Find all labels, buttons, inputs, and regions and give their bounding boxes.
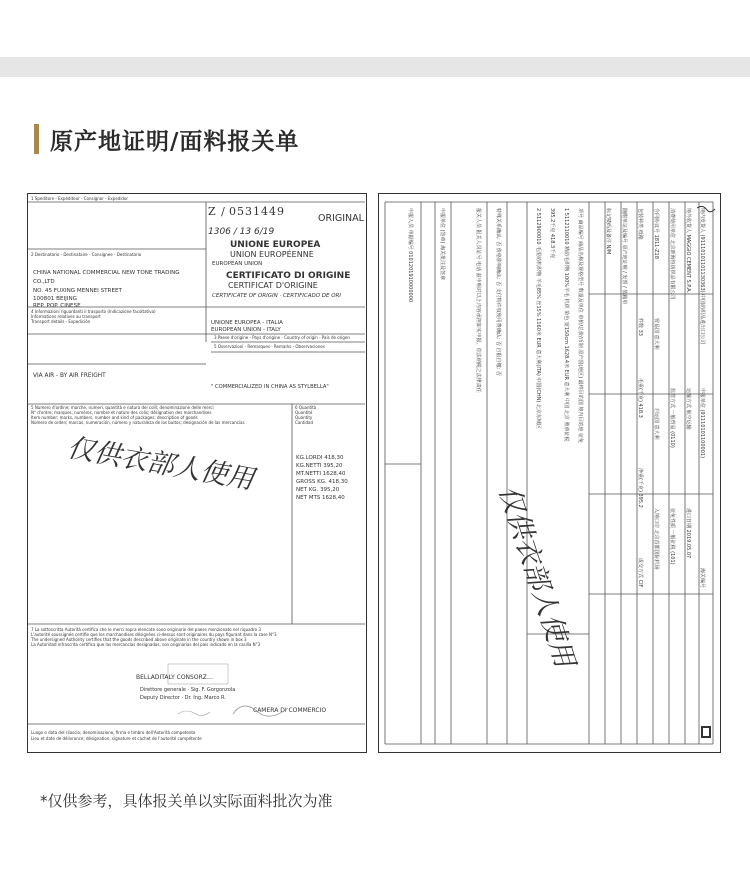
svg-text:Direttore generale · Sig. F. G: Direttore generale · Sig. F. Gorgonzola bbox=[140, 687, 236, 693]
svg-text:净重(千克) 395.2: 净重(千克) 395.2 bbox=[637, 468, 643, 508]
handwritten-note: 仅供衣部人使用 bbox=[492, 481, 581, 671]
svg-text:5 Osservazioni - Remarques -: 5 Osservazioni - Remarques - Remarks - Observaciones bbox=[214, 344, 325, 349]
svg-text:入境口岸 北京首都国际机场: 入境口岸 北京首都国际机场 bbox=[653, 508, 659, 570]
svg-text:1306 / 13 6/19: 1306 / 13 6/19 bbox=[208, 227, 275, 237]
svg-text:成交方式 CIF: 成交方式 CIF bbox=[637, 558, 643, 588]
cert-title-3: CERTIFICATE OF ORIGIN · CERTIFICADO DE ORI bbox=[212, 293, 341, 299]
svg-text:Deputy Director · Dr. Ing. Mar: Deputy Director · Dr. Ing. Marco R. bbox=[140, 695, 226, 701]
svg-text:海关编号: 海关编号 bbox=[699, 568, 705, 589]
svg-text:395.2千克 418.3千克: 395.2千克 418.3千克 bbox=[549, 208, 555, 259]
svg-text:特殊关系确认: 否 价格影响确认: 否: 特殊关系确认: 否 价格影响确认: 否 支付特许权使用费确认: 否 自报自缴: 否 bbox=[495, 208, 501, 376]
consignee-line: CHINA NATIONAL COMMERCIAL NEW TONE TRADING bbox=[33, 270, 180, 276]
svg-text:标记唛码及备注 N/M: 标记唛码及备注 N/M bbox=[605, 208, 611, 255]
certificate-number: 0531449 bbox=[229, 205, 285, 218]
quantity-line: NET KG. 395,20 bbox=[296, 487, 340, 493]
svg-text:2 5112900010 毛混纺机织物 羊毛85% 丝1: 2 5112900010 毛混纺机织物 羊毛85% 丝15% 1160米 EUR 意大利(ITA) 中国(CHN) 北京东城区 bbox=[535, 208, 541, 429]
svg-text:BELLADITALY CONSORZ…: BELLADITALY CONSORZ… bbox=[136, 674, 213, 681]
quantity-line: KG.LORDI 418,30 bbox=[296, 455, 344, 461]
consignee-line: REP. POP. CINESE bbox=[33, 303, 81, 309]
svg-text:N° d'ordre; marques, numéros,: N° d'ordre; marques, numéros, nombre et nature des colis; désignation des marchandises bbox=[31, 410, 212, 415]
quantity-line: GROSS KG. 418,30 bbox=[296, 479, 348, 485]
section-title: 原产地证明/面料报关单 bbox=[50, 128, 300, 155]
svg-text:项号 商品编号 商品名称及规格型号: 项号 商品编号 商品名称及规格型号 数量及单位 单价/总价/币制 原产国(地区) 最终目的国 境内目的地 征免 bbox=[577, 208, 583, 443]
svg-text:5 Numero d'ordine; marche, nu: 5 Numero d'ordine; marche, numeri, quantità e natura dei colli; denominazione delle merci bbox=[31, 405, 214, 410]
svg-text:境外收货人 MAGGIO CEMENT S.P.A.: 境外收货人 MAGGIO CEMENT S.P.A. bbox=[685, 208, 691, 294]
svg-text:申报单位 (签章): 申报单位 (签章) 海关批注及签章 bbox=[439, 208, 445, 281]
svg-text:Número de orden; marcas, numer: Número de orden; marcas, numeración, número y naturaleza de los bultos; designación de las mercancías bbox=[31, 420, 245, 425]
svg-text:Quantity: Quantity bbox=[295, 415, 313, 420]
svg-text:Transport details - Expedición: Transport details - Expedición bbox=[31, 319, 91, 324]
transport-mode: VIA AIR - BY AIR FREIGHT bbox=[33, 373, 106, 379]
consignee-block bbox=[33, 270, 180, 309]
svg-text:Cantidad: Cantidad bbox=[295, 420, 313, 425]
remarks: " COMMERCIALIZED IN CHINA AS STYLBELLA" bbox=[211, 384, 329, 390]
handwritten-note: 仅供衣部人使用 bbox=[64, 432, 257, 496]
original-label: ORIGINAL bbox=[318, 213, 364, 224]
section-heading bbox=[34, 122, 299, 156]
cert-title-1: CERTIFICATO DI ORIGINE bbox=[226, 271, 351, 281]
consignee-line: 100801 BEIJING bbox=[33, 296, 77, 302]
svg-text:境内发货人 (91110101101130363) 中国纺: 境内发货人 (91110101101130363) 中国纺织品进出口公司 bbox=[699, 208, 705, 345]
svg-text:6 Quantità: 6 Quantità bbox=[295, 405, 317, 410]
svg-text:1 Speditore - Expéditeur - Co: 1 Speditore - Expéditeur - Consignor - Expedidor bbox=[31, 196, 129, 201]
svg-text:Lieu et date de délivrance; dé: Lieu et date de délivrance; désignation, signature et cachet de l'autorité compétente bbox=[31, 736, 202, 741]
consignee-line: NO. 45 FUXING MENNEI STREET bbox=[33, 288, 122, 294]
cert-title-2: CERTIFICAT D'ORIGINE bbox=[228, 281, 318, 290]
quantity-line: KG.NETTI 395,20 bbox=[296, 463, 343, 469]
svg-text:监管方式 一般贸易 (0110): 监管方式 一般贸易 (0110) bbox=[669, 388, 675, 448]
svg-text:征免性质 一般征税 (101): 征免性质 一般征税 (101) bbox=[669, 508, 675, 565]
origin-country-1: UNIONE EUROPEA - ITALIA bbox=[211, 320, 283, 326]
svg-text:7 La sottoscritta Autorità ce: 7 La sottoscritta Autorità certifica che le merci sopra elencate sono originarie del paese menzionato nel riquadro 3 bbox=[31, 627, 261, 632]
svg-text:3 Paese d'origine - Pays d'or: 3 Paese d'origine - Pays d'origine - Country of origin - País de origen bbox=[214, 335, 350, 340]
svg-text:4 Informazioni riguardanti il: 4 Informazioni riguardanti il trasporto (Indicazione facoltativa) bbox=[31, 309, 156, 314]
footnote: *仅供参考，具体报关单以实际面料批次为准 bbox=[40, 792, 333, 810]
svg-text:Item number; marks, numbers, n: Item number; marks, numbers, number and kind of packages; description of goods bbox=[31, 415, 198, 420]
quantities-block bbox=[296, 455, 348, 501]
svg-text:申报人员 单据编号 0101201910000000: 申报人员 单据编号 0101201910000000 bbox=[407, 208, 413, 303]
origin-country-2: EUROPEAN UNION - ITALY bbox=[211, 327, 281, 333]
svg-text:随附单证及编号 原产地证明 / 发票 / 装箱单: 随附单证及编号 原产地证明 / 发票 / 装箱单 bbox=[621, 208, 627, 305]
svg-text:毛重(千克) 418.3: 毛重(千克) 418.3 bbox=[637, 378, 643, 418]
svg-text:1 5112110010 精纺毛织物 100%羊毛 机织: 1 5112110010 精纺毛织物 100%羊毛 机织 染色 宽150cm 1628.4米 EUR 意大利 中国 北京 照章征税 bbox=[563, 208, 569, 442]
union-title-3: EUROPEAN UNION bbox=[212, 261, 263, 267]
quantity-line: MT.NETTI 1628,40 bbox=[296, 471, 346, 477]
svg-text:消费使用单位 北京新海恒纺织品有限公司: 消费使用单位 北京新海恒纺织品有限公司 bbox=[669, 208, 675, 300]
svg-text:件数 33: 件数 33 bbox=[637, 318, 643, 336]
svg-text:Quantité: Quantité bbox=[295, 410, 313, 415]
svg-text:运输方式 航空运输: 运输方式 航空运输 bbox=[685, 388, 691, 430]
svg-text:Luogo e data del rilascio; den: Luogo e data del rilascio; denominazione, firma e timbro dell'Autorità competente bbox=[31, 730, 196, 735]
customs-declaration-scan bbox=[378, 193, 721, 753]
svg-text:L'autorité soussignée certifie: L'autorité soussignée certifie que les marchandises désignées ci-dessus sont originaires du pays figurant dans la case N°3 bbox=[31, 632, 277, 637]
consignee-line: CO.,LTD bbox=[33, 279, 55, 285]
quantity-line: NET MTS 1628,40 bbox=[296, 495, 345, 501]
svg-text:La Autoridad infrascrita certi: La Autoridad infrascrita certifica que las mercancías designadas, son originarias del país indicado en la casilla N°3 bbox=[31, 642, 261, 647]
svg-text:2 Destinatario - Destinataire: 2 Destinatario - Destinataire - Consignee - Destinatario bbox=[31, 252, 142, 257]
svg-text:CAMERA DI COMMERCIO: CAMERA DI COMMERCIO bbox=[253, 707, 327, 714]
svg-text:合同协议号 1811-Z18: 合同协议号 1811-Z18 bbox=[653, 208, 659, 259]
svg-text:Informations relatives au tran: Informations relatives au transport bbox=[31, 314, 101, 319]
svg-text:进口日期 2019.05.07: 进口日期 2019.05.07 bbox=[685, 508, 691, 559]
certificate-drawing bbox=[28, 194, 365, 751]
heading-accent-bar bbox=[34, 124, 39, 154]
svg-text:The undersigned Authority cert: The undersigned Authority certifies that the goods described above originate in the country shown in box 3 bbox=[31, 637, 247, 642]
customs-form-drawing bbox=[379, 194, 719, 751]
svg-text:申报单位 (91110101100001): 申报单位 (91110101100001) bbox=[699, 388, 705, 459]
svg-text:报关人员 报关人员证号: 报关人员 报关人员证号 电话 兹申明对以上内容承担如实申报、依法纳税之法律责任 bbox=[475, 208, 481, 393]
top-band bbox=[0, 57, 750, 77]
official-stamp bbox=[136, 664, 326, 716]
svg-text:包装种类 纸箱: 包装种类 纸箱 bbox=[637, 208, 643, 240]
certificate-number-prefix: Z / bbox=[208, 205, 226, 218]
union-title-2: UNION EUROPÉENNE bbox=[230, 250, 314, 259]
svg-text:贸易国 意大利: 贸易国 意大利 bbox=[653, 318, 659, 350]
svg-text:启运国 意大利: 启运国 意大利 bbox=[653, 408, 659, 440]
union-title-1: UNIONE EUROPEA bbox=[230, 240, 321, 250]
certificate-of-origin-scan bbox=[27, 193, 367, 753]
